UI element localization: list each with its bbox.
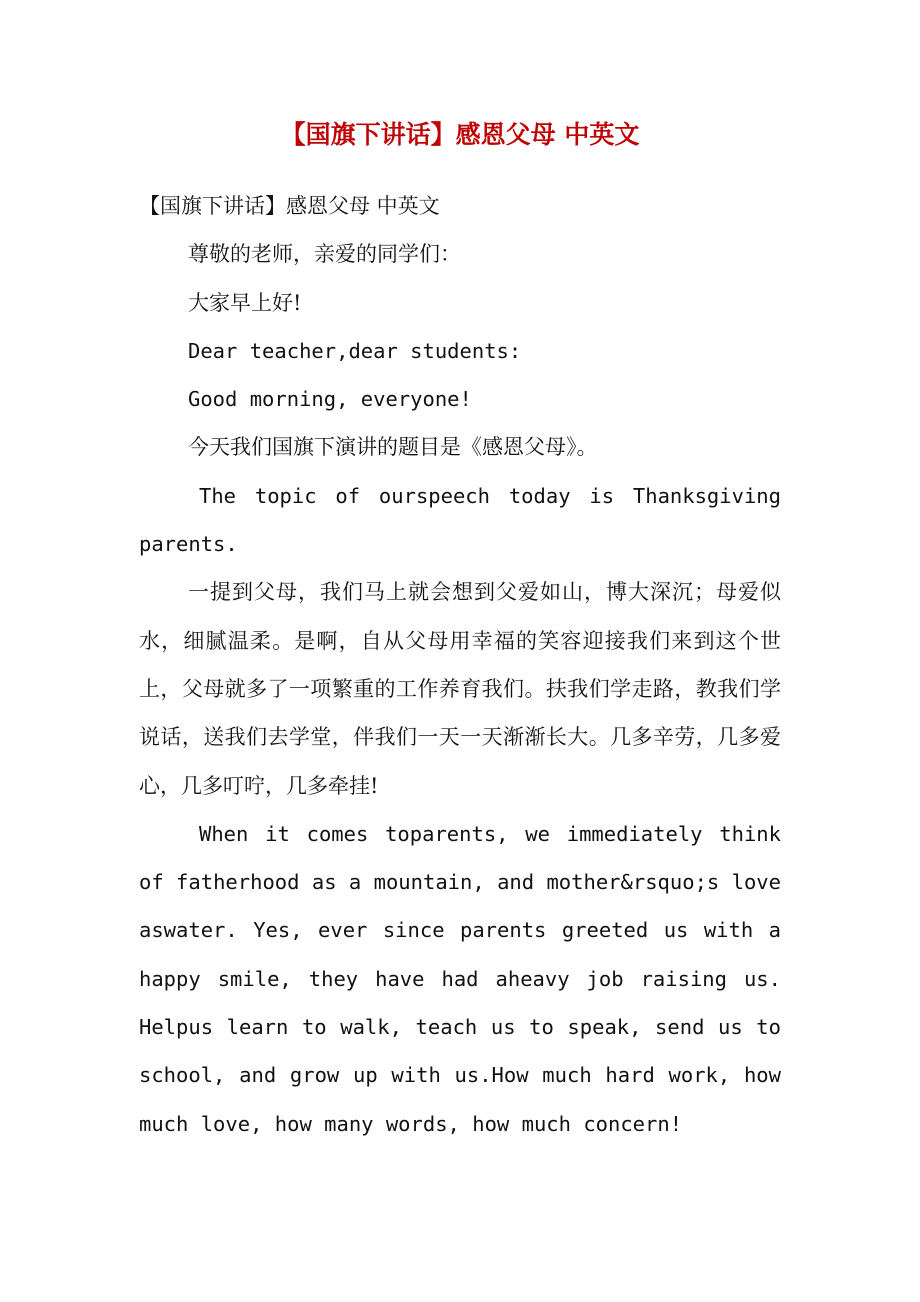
paragraph-salutation-zh: 尊敬的老师，亲爱的同学们： xyxy=(188,242,461,267)
document-body xyxy=(139,182,781,1148)
paragraph-topic-en: The topic of ourspeech today is Thanksgiving parents. xyxy=(139,483,781,557)
paragraph-salutation-en: Dear teacher,dear students: xyxy=(188,338,522,363)
paragraph-greeting-en: Good morning, everyone! xyxy=(188,387,472,412)
paragraph-greeting-zh: 大家早上好! xyxy=(188,290,302,315)
paragraph-topic-zh: 今天我们国旗下演讲的题目是《感恩父母》。 xyxy=(188,435,598,460)
paragraph-body-zh: 一提到父母，我们马上就会想到父爱如山，博大深沉；母爱似水，细腻温柔。是啊，自从父母用幸福的笑容迎接我们来到这个世上，父母就多了一项繁重的工作养育我们。扶我们学走路，教我们学说话，送我们去学堂，伴我们一天一天渐渐长大。几多辛劳，几多爱心，几多叮咛，几多牵挂! xyxy=(139,580,781,798)
paragraph-subtitle: 【国旗下讲话】感恩父母 中英文 xyxy=(139,194,440,218)
document-title: 【国旗下讲话】感恩父母 中英文 xyxy=(280,120,640,149)
paragraph-body-en: When it comes toparents, we immediately think of fatherhood as a mountain, and mother&rsquo;s love aswater. Yes, ever since parents greeted us with a happy smile, they have had aheavy job raising us. Helpus learn to walk, teach us to speak, send us to school, and grow up with us.How much hard work, how much love, how many words, how much concern! xyxy=(139,821,781,1136)
